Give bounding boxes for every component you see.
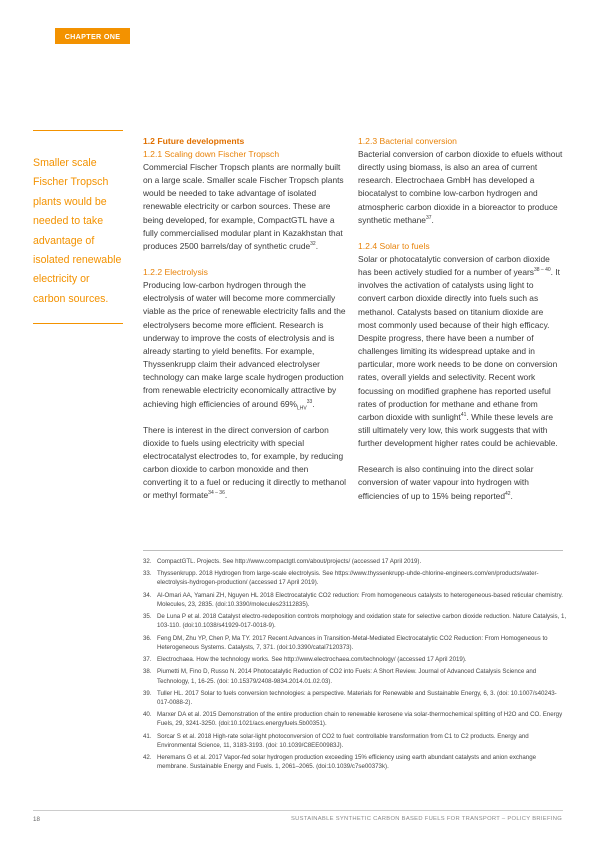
pull-quote-line: carbon sources. [33,292,109,305]
reference-item: 37. Electrochaea. How the technology works. See http://www.electrochaea.com/technology/ (accessed 17 April 2019). [143,656,467,664]
subscript: LHV [296,405,307,412]
paragraph: There is interest in the direct conversion of carbon dioxide to fuels using electricity with special electrocatalyst electrodes to, for example, by reducing carbon dioxide to carbon monoxide and then converting it to a fuel or reducing it directly to methanol or methyl formate$^{34 - 36}$. [143,424,346,501]
paragraph: Bacterial conversion of carbon dioxide to efuels without directly using biomass, is also an area of current research. Electrochaea GmbH has developed a biocatalyst to combine low-carbon hydrogen and atmospheric carbon dioxide in a bioreactor to produce synthetic methane$^{37}$. [358,149,563,225]
right-column [358,135,563,503]
chapter-label: CHAPTER ONE [55,28,130,44]
citation: 42 [504,490,511,497]
citation: 37 [425,214,432,221]
citation: 41 [460,412,467,419]
reference-item: 39. Tuller HL. 2017 Solar to fuels conversion technologies: a perspective. Materials for Renewable and Sustainable Energy, 6, 3. (doi: 10.1007/s40243-017-0088-2). [143,689,557,706]
citation: 38 – 40 [533,267,551,274]
references-list [143,557,568,775]
paragraph: Commercial Fischer Tropsch plants are normally built on a large scale. Smaller scale Fischer Tropsch plants would be needed to take advantage of isolated renewable electricity or carbon sources. These are being developed, for example, CompactGTL have a fully commercialised modular plant in Kazakhstan that produces 2500 barrels/day of synthetic crude$^{32}$. [143,162,344,251]
page-number: 18 [33,816,40,823]
pull-quote-line: Fischer Tropsch [33,176,109,189]
subsection-heading: 1.2.1 Scaling down Fischer Tropsch [143,149,280,159]
subsection-heading: 1.2.3 Bacterial conversion [358,136,457,146]
pull-quote-line: needed to take [33,215,104,228]
pull-quote-line: plants would be [33,195,107,208]
footer-title: SUSTAINABLE SYNTHETIC CARBON BASED FUELS FOR TRANSPORT – POLICY BRIEFING [290,816,562,822]
reference-item: 34. Al-Omari AA, Yamani ZH, Nguyen HL 2018 Electrocatalytic CO2 reduction: From homogeneous catalysts to heterogeneous-based reticular chemistry. Molecules, 23, 2835. (doi:10.3390/molecules23112835). [143,591,563,608]
footer-divider [33,810,563,811]
left-column [143,135,348,503]
reference-item: 33. Thyssenkrupp. 2018 Hydrogen from large-scale electrolysis. See https://www.thyssenkrupp-uhde-chlorine-engineers.com/en/products/water-electrolysis-hydrogen-production/ (accessed 17 April 2019). [143,570,539,587]
pull-quote-line: electricity or [33,273,90,286]
citation: 33 [306,398,313,405]
references-divider [143,550,563,551]
pull-quote-line: advantage of [33,234,95,247]
subsection-heading: 1.2.4 Solar to fuels [358,240,430,251]
paragraph: Research is also continuing into the direct solar conversion of water vapour into hydrogen with efficiencies of up to 15% being reported$^{42}$. [358,464,534,501]
pull-quote-line: Smaller scale [33,157,97,169]
subsection-heading: 1.2.2 Electrolysis [143,267,208,278]
reference-item: 41. Sorcar S et al. 2018 High-rate solar-light photoconversion of CO2 to fuel: controllable transformation from C1 to C2 products. Energy and Environmental Science, 11, 3183-3193. (doi: 10.1039/C8EE00983J). [143,732,529,749]
reference-item: 38. Piumetti M, Fino D, Russo N. 2014 Photocatalytic Reduction of CO2 into Fuels: A Short Review. Journal of Advanced Catalysis Science and Technology, 1, 16-25. (doi: 10.15379/2408-9834.2014.01.02.03). [143,668,537,685]
pull-quote-line: isolated renewable [33,254,122,267]
reference-item: 35. De Luna P et al. 2018 Catalyst electro-redeposition controls morphology and oxidation state for selective carbon dioxide reduction. Nature Catalysis, 1, 103-110. (doi:10.1038/s41929-017-0018-9). [143,613,567,630]
paragraph: Producing low-carbon hydrogen through the electrolysis of water will become more commercially viable as the price of renewable electricity falls and the electrolysers become more efficient. Research is underway to improve the costs of electrolysis and is already starting to yield benefits. For example, Thyssenkrupp claim their advanced electrolyser technology can make large scale hydrogen production from renewable electricity economically attractive by achieving high efficiencies of around $69\%_{LHV}^{33}$. [143,280,346,412]
citation: 34 – 36 [208,490,225,497]
reference-item: 32. CompactGTL. Projects. See http://www.compactgtl.com/about/projects/ (accessed 17 April 2019). [143,558,422,565]
pull-quote [33,130,123,324]
citation: 32 [310,241,316,248]
reference-item: 42. Heremans G et al. 2017 Vapor-fed solar hydrogen production exceeding 15% efficiency using earth abundant catalysts and anion exchange membrane. Sustainable Energy and Fuels. 1, 2061–2065. (doi:10.1039/c7se00373k). [143,754,537,771]
paragraph: Solar or photocatalytic conversion of carbon dioxide has been actively studied for a number of years$^{38 - 40}$. It involves the activation of catalysts using light to convert carbon dioxide directly into fuels such as methanol. Catalysts based on titanium dioxide are most commonly used because of their high efficacy. Despite progress, there have been a number of challenges limiting its widespread uptake and in particular, more work needs to be done on conversion rates, overall yields and selectivity. Recent work focussing on modified graphene has reported useful rates of production for methane and ethane from carbon dioxide with sunlight$^{41}$. While these levels are still ultimately very low, this work suggests that with further development higher rates could be achievable. [358,253,560,449]
reference-item: 36. Feng DM, Zhu YP, Chen P, Ma TY. 2017 Recent Advances in Transition-Metal-Mediated Electrocatalytic CO2 Reduction: From Homogeneous to Heterogeneous Systems. Catalysts, 7, 371. (doi:10.3390/catal7120373). [143,634,548,651]
section-heading: 1.2 Future developments [143,136,245,146]
reference-item: 40. Marxer DA et al. 2015 Demonstration of the entire production chain to renewable kerosene via solar-thermochemical splitting of H2O and CO. Energy Fuels, 29, 3241-3250. (doi:10.1021/acs.energyfuels.5b00351). [143,711,563,728]
